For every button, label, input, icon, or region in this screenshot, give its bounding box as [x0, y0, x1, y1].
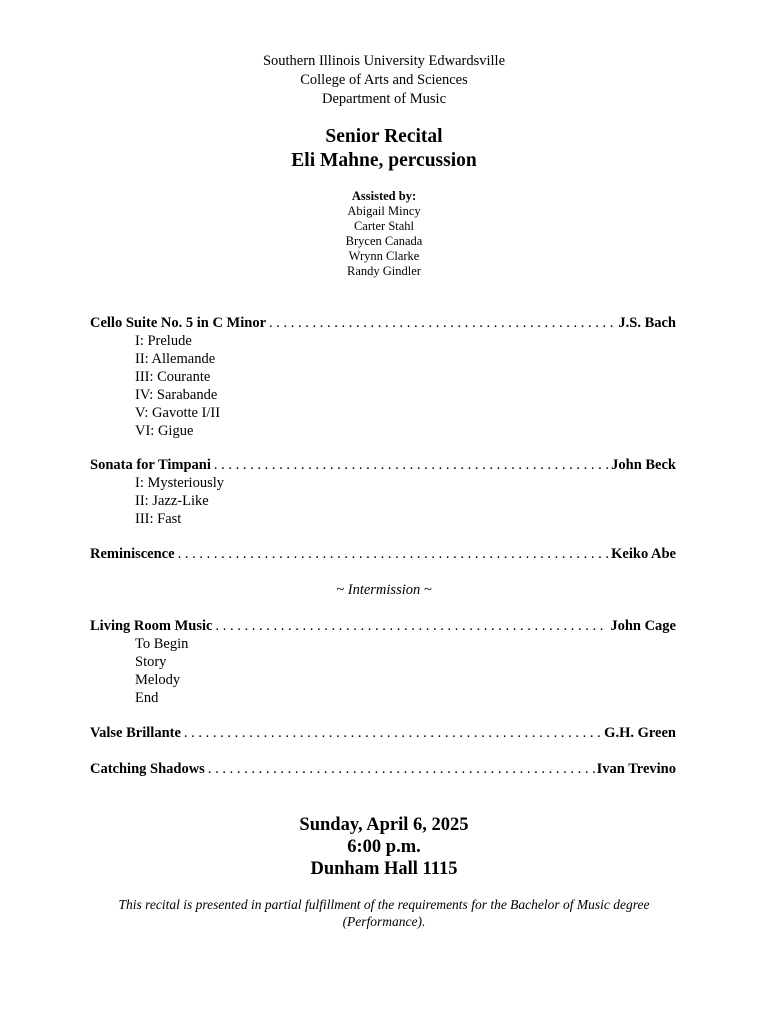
leader-dots — [269, 314, 616, 332]
institution-header — [0, 52, 768, 109]
leader-dots — [215, 617, 608, 635]
assistant-name: Randy Gindler — [347, 264, 421, 278]
assistant-name: Carter Stahl — [353, 219, 415, 233]
program-item — [90, 760, 676, 778]
recital-title — [0, 125, 768, 173]
piece-title: Sonata for Timpani — [90, 457, 211, 473]
event-time: 6:00 p.m. — [347, 837, 421, 857]
movement-list — [90, 635, 676, 707]
assisting-performers — [0, 189, 768, 279]
leader-dots — [208, 760, 595, 778]
department-name: Department of Music — [321, 91, 447, 107]
assisted-by-heading: Assisted by: — [351, 189, 417, 203]
movement: II: Allemande — [135, 351, 216, 367]
program-item — [90, 545, 676, 563]
movement-list — [90, 332, 676, 440]
program-item — [90, 617, 676, 707]
movement-list — [90, 474, 676, 528]
movement: II: Jazz-Like — [135, 493, 209, 509]
program-item — [90, 314, 676, 440]
event-location: Dunham Hall 1115 — [310, 859, 458, 879]
assistant-name: Wrynn Clarke — [348, 249, 420, 263]
piece-title: Cello Suite No. 5 in C Minor — [90, 315, 267, 331]
performer-name: Eli Mahne, percussion — [291, 150, 477, 171]
movement: V: Gavotte I/II — [135, 405, 221, 421]
piece-line — [90, 617, 676, 635]
leader-dots — [214, 456, 609, 474]
piece-line — [90, 456, 676, 474]
piece-composer: John Beck — [611, 457, 676, 473]
degree-fulfillment-note: This recital is presented in partial fulfillment of the requirements for the Bachelor of Music degree (Performance). — [118, 897, 650, 929]
piece-composer: John Cage — [610, 618, 676, 634]
assistant-name: Brycen Canada — [345, 234, 423, 248]
movement: Story — [135, 654, 167, 670]
piece-composer: Keiko Abe — [611, 546, 676, 562]
piece-line — [90, 724, 676, 742]
leader-dots — [184, 724, 602, 742]
movement: III: Fast — [135, 511, 182, 527]
movement: IV: Sarabande — [135, 387, 218, 403]
movement: III: Courante — [135, 369, 211, 385]
university-name: Southern Illinois University Edwardsville — [262, 53, 506, 69]
piece-title: Reminiscence — [90, 546, 175, 562]
piece-composer: Ivan Trevino — [596, 761, 676, 777]
piece-composer: G.H. Green — [604, 725, 676, 741]
piece-title: Catching Shadows — [90, 761, 205, 777]
movement: VI: Gigue — [135, 423, 194, 439]
piece-composer: J.S. Bach — [618, 315, 676, 331]
event-date: Sunday, April 6, 2025 — [299, 815, 469, 835]
movement: To Begin — [135, 636, 189, 652]
recital-heading: Senior Recital — [325, 126, 443, 147]
movement: I: Prelude — [135, 333, 192, 349]
movement: End — [135, 690, 159, 706]
piece-title: Valse Brillante — [90, 725, 181, 741]
piece-line — [90, 545, 676, 563]
program-item — [90, 724, 676, 742]
movement: Melody — [135, 672, 181, 688]
program-item — [90, 456, 676, 528]
intermission-label: ~ Intermission ~ — [336, 582, 432, 598]
movement: I: Mysteriously — [135, 475, 225, 491]
piece-title: Living Room Music — [90, 618, 213, 634]
college-name: College of Arts and Sciences — [300, 72, 468, 88]
piece-line — [90, 314, 676, 332]
leader-dots — [178, 545, 610, 563]
event-details — [0, 814, 768, 880]
assistant-name: Abigail Mincy — [347, 204, 421, 218]
piece-line — [90, 760, 676, 778]
